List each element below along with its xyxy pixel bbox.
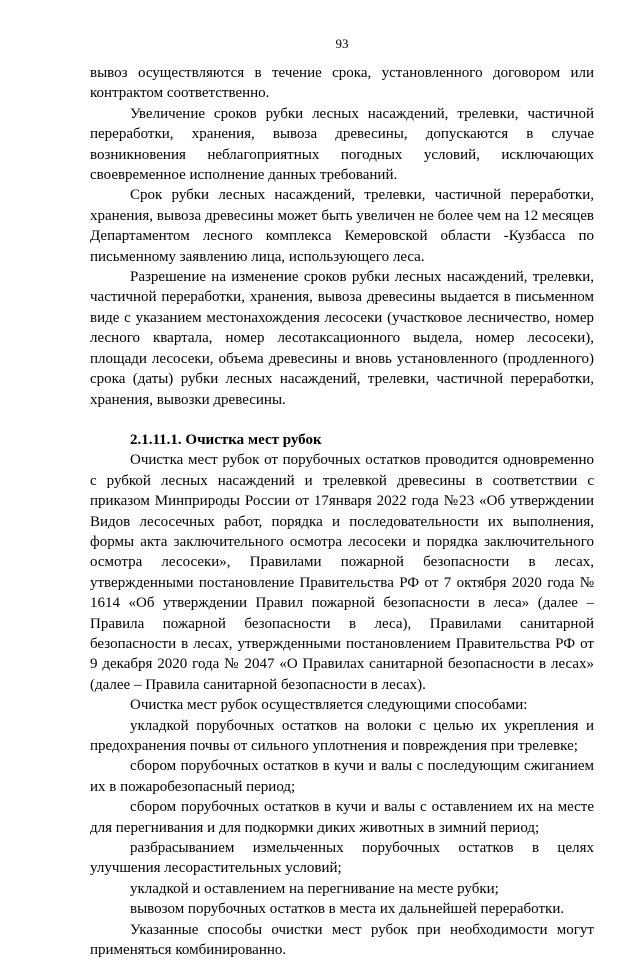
- paragraph-continuation: вывоз осуществляются в течение срока, установленного договором или контрактом соответственно.: [90, 65, 594, 102]
- paragraph-permission: Разрешение на изменение сроков рубки лесных насаждений, трелевки, частичной переработки, хранения, вывоза древесины выдается в письменном виде с указанием местонахождения лесосеки (участковое лесничество, номер лесного квартала, номер лесотаксационного выдела, номер лесосеки), площади лесосеки, объема древесины и вновь установленного (продленного) срока (даты) рубки лесных насаждений, трелевки, частичной переработки, хранения, вывозки древесины.: [90, 269, 594, 408]
- list-item-method: разбрасыванием измельченных порубочных остатков в целях улучшения лесорастительных условий;: [90, 840, 594, 877]
- paragraph-cleanup-intro: Очистка мест рубок от порубочных остатков проводится одновременно с рубкой лесных насаждений и трелевкой древесины в соответствии с приказом Минприроды России от 17января 2022 года №23 «Об утверждении Видов лесосечных работ, порядка и последовательности их выполнения, формы акта заключительного осмотра лесосеки и порядка заключительного осмотра лесосеки», Правилами пожарной безопасности в лесах, утвержденными постановление Правительства РФ от 7 октября 2020 года № 1614 «Об утверждении Правил пожарной безопасности в леса» (далее – Правила пожарной безопасности в леса), Правилами санитарной безопасности в лесах, утвержденными постановлением Правительства РФ от 9 декабря 2020 года № 2047 «О Правилах санитарной безопасности в лесах» (далее – Правила санитарной безопасности в лесах).: [90, 452, 594, 693]
- list-item-method: сбором порубочных остатков в кучи и валы с оставлением их на месте для перегнивания и для подкормки диких животных в зимний период;: [90, 799, 594, 836]
- section-heading: 2.1.11.1. Очистка мест рубок: [130, 431, 322, 448]
- page-number: 93: [335, 36, 349, 51]
- list-item-method: вывозом порубочных остатков в места их дальнейшей переработки.: [130, 901, 565, 918]
- paragraph-term-limit: Срок рубки лесных насаждений, трелевки, частичной переработки, хранения, вывоза древесины может быть увеличен не более чем на 12 месяцев Департаментом лесного комплекса Кемеровской области -Кузбасса по письменному заявлению лица, использующего леса.: [90, 187, 594, 265]
- list-item-method: сбором порубочных остатков в кучи и валы с последующим сжиганием их в пожаробезопасный период;: [90, 758, 594, 795]
- paragraph-term-extension: Увеличение сроков рубки лесных насаждений, трелевки, частичной переработки, хранения, вывоза древесины, допускаются в случае возникновения неблагоприятных погодных условий, исключающих своевременное исполнение данных требований.: [90, 105, 594, 184]
- list-item-method: укладкой порубочных остатков на волоки с целью их укрепления и предохранения почвы от сильного уплотнения и повреждения при трелевке;: [90, 717, 594, 754]
- paragraph-cleanup-methods: Очистка мест рубок осуществляется следующими способами:: [130, 697, 528, 714]
- list-item-method: укладкой и оставлением на перегнивание на месте рубки;: [130, 880, 499, 897]
- paragraph-combined: Указанные способы очистки мест рубок при необходимости могут применяться комбинированно.: [90, 921, 594, 959]
